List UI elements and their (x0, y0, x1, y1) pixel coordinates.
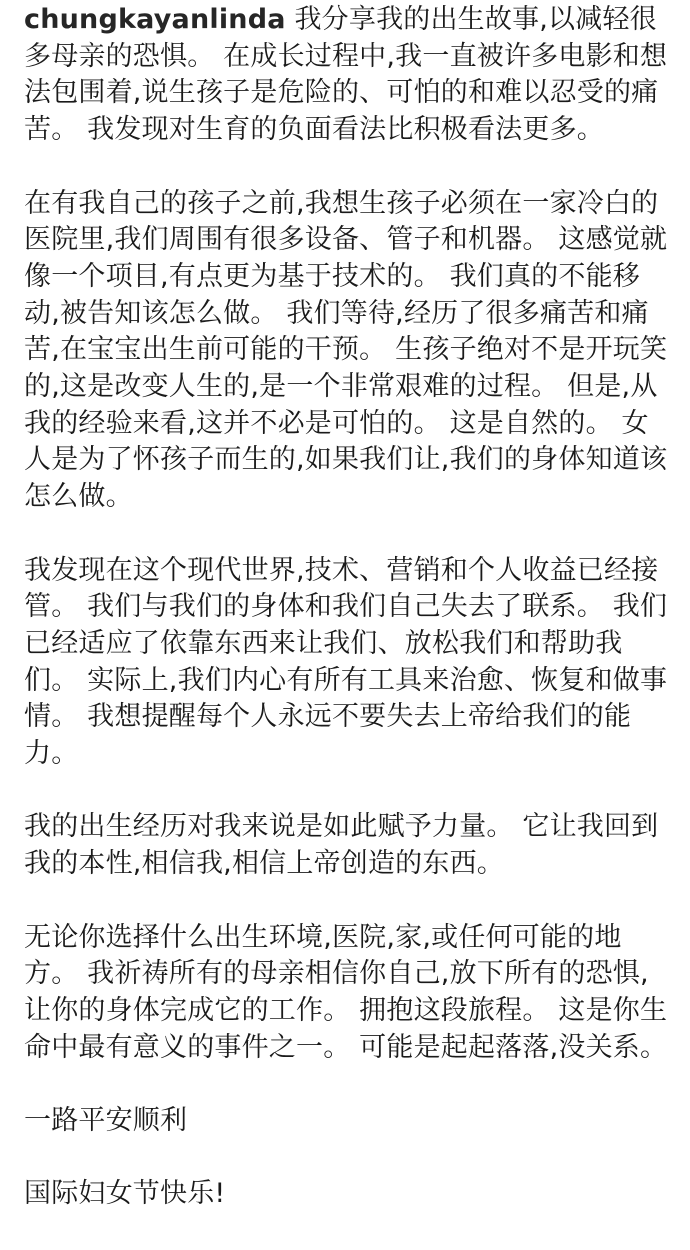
post-caption (24, 2, 668, 1250)
caption-paragraph-2: 在有我自己的孩子之前,我想生孩子必须在一家冷白的医院里,我们周围有很多设备、管子和机器。 这感觉就像一个项目,有点更为基于技术的。 我们真的不能移动,被告知该怎么做。 我们等待,经历了很多痛苦和痛苦,在宝宝出生前可能的干预。 生孩子绝对不是开玩笑的,这是改变人生的,是一个非常艰难的过程。 但是,从我的经验来看,这并不必是可怕的。 这是自然的。 女人是为了怀孩子而生的,如果我们让,我们的身体知道该怎么做。 (24, 187, 668, 513)
caption-paragraph-3: 我发现在这个现代世界,技术、营销和个人收益已经接管。 我们与我们的身体和我们自己失去了联系。 我们已经适应了依靠东西来让我们、放松我们和帮助我们。 实际上,我们内心有所有工具来治愈、恢复和做事情。 我想提醒每个人永远不要失去上帝给我们的能力。 (24, 554, 668, 770)
caption-paragraph-4: 我的出生经历对我来说是如此赋予力量。 它让我回到我的本性,相信我,相信上帝创造的东西。 (24, 811, 659, 880)
caption-paragraph-5: 无论你选择什么出生环境,医院,家,或任何可能的地方。 我祈祷所有的母亲相信你自己,放下所有的恐惧,让你的身体完成它的工作。 拥抱这段旅程。 这是你生命中最有意义的事件之一。 可能是起起落落,没关系。 (24, 921, 668, 1063)
caption-paragraph-6: 一路平安顺利 (24, 1105, 188, 1137)
caption-paragraph-7: 国际妇女节快乐! (24, 1178, 226, 1210)
caption-text-1: 我分享我的出生故事,以减轻很多母亲的恐惧。 在成长过程中,我一直被许多电影和想法包围着,说生孩子是危险的、可怕的和难以忍受的痛苦。 我发现对生育的负面看法比积极看法更多。 (24, 4, 668, 146)
caption-paragraph-1 (24, 2, 668, 149)
username-link[interactable]: chungkayanlinda (24, 4, 286, 35)
